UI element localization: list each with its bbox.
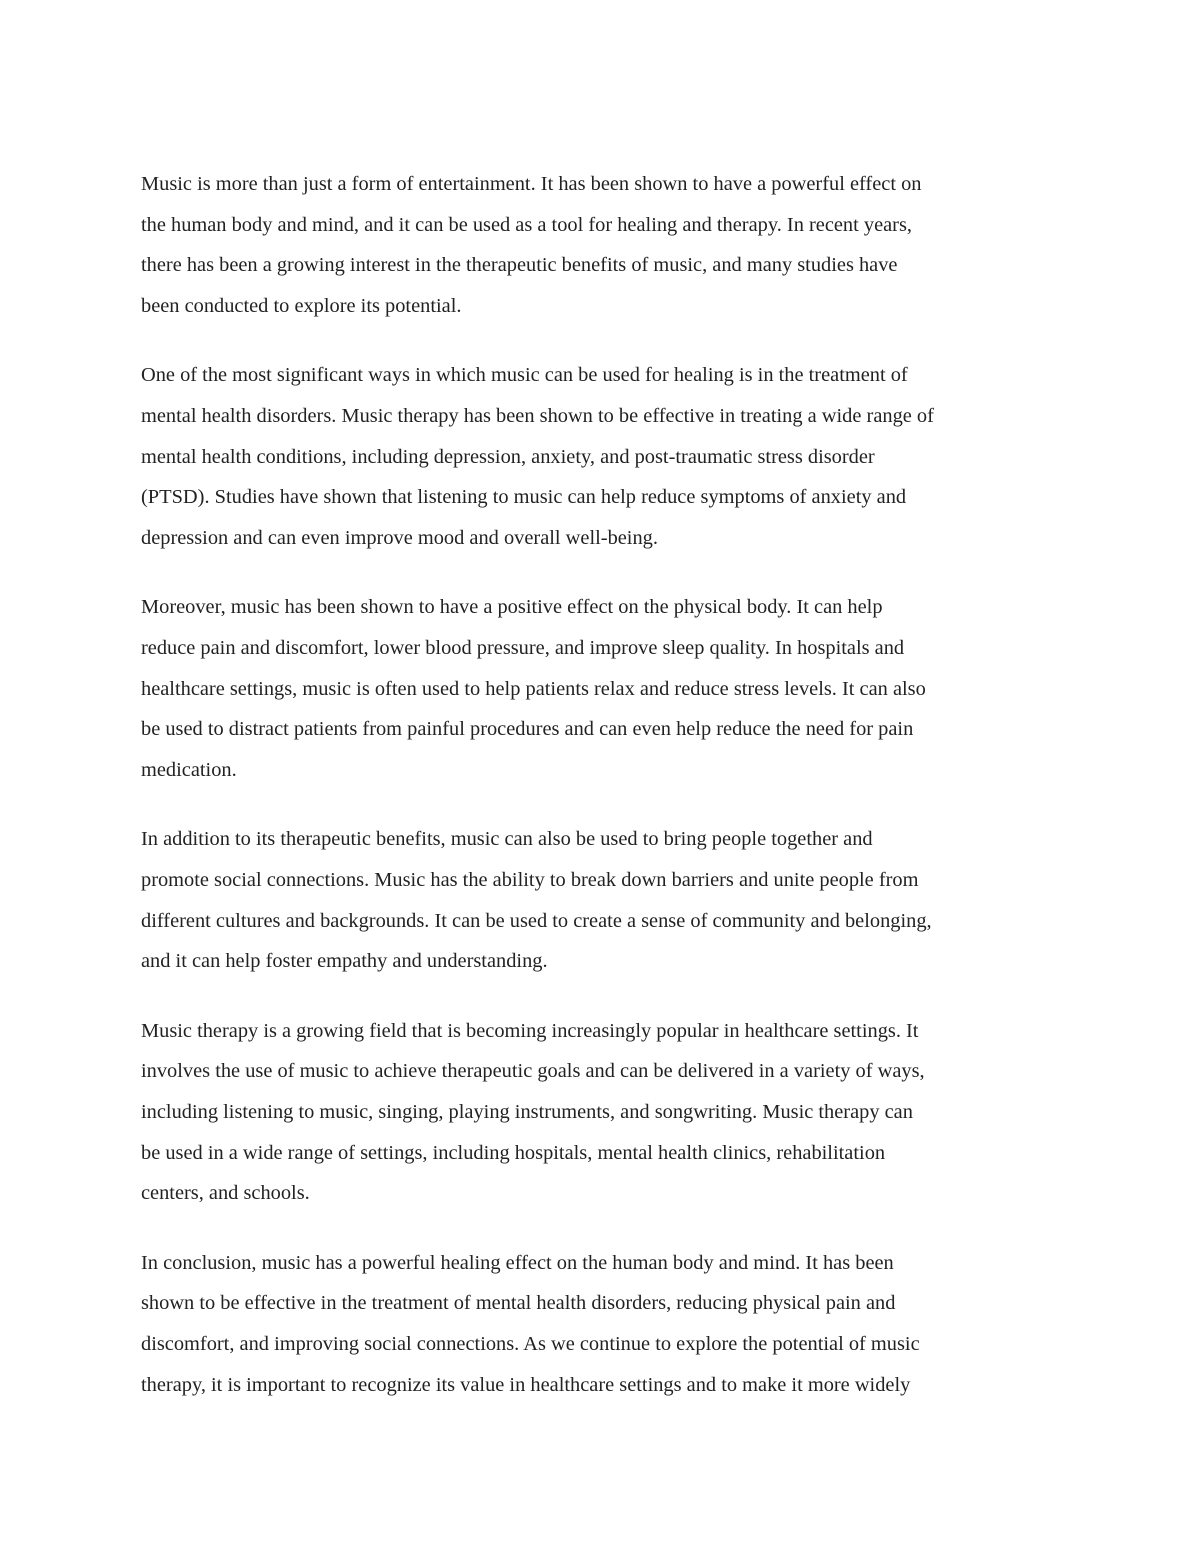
text-line: be used to distract patients from painful procedures and can even help reduce the need for pain — [141, 718, 914, 741]
text-line: centers, and schools. — [141, 1182, 310, 1205]
text-line: therapy, it is important to recognize its value in healthcare settings and to make it more widely — [141, 1373, 911, 1396]
text-line: discomfort, and improving social connections. As we continue to explore the potential of music — [141, 1333, 920, 1356]
text-line: mental health conditions, including depression, anxiety, and post-traumatic stress disorder — [141, 445, 875, 468]
text-line: involves the use of music to achieve therapeutic goals and can be delivered in a variety of ways, — [141, 1060, 925, 1083]
text-line: and it can help foster empathy and understanding. — [141, 950, 548, 973]
text-line: be used in a wide range of settings, including hospitals, mental health clinics, rehabilitation — [141, 1141, 886, 1164]
document-body — [141, 164, 1066, 1434]
text-line: In conclusion, music has a powerful healing effect on the human body and mind. It has been — [141, 1251, 894, 1274]
text-line: different cultures and backgrounds. It can be used to create a sense of community and belonging, — [141, 909, 932, 932]
text-line: there has been a growing interest in the therapeutic benefits of music, and many studies have — [141, 254, 898, 277]
paragraph-2 — [141, 355, 1066, 559]
text-line: Music therapy is a growing field that is becoming increasingly popular in healthcare settings. It — [141, 1019, 919, 1042]
text-line: the human body and mind, and it can be used as a tool for healing and therapy. In recent years, — [141, 213, 913, 236]
text-line: medication. — [141, 759, 237, 782]
paragraph-6 — [141, 1243, 1066, 1406]
text-line: (PTSD). Studies have shown that listening to music can help reduce symptoms of anxiety and — [141, 486, 907, 509]
paragraph-4 — [141, 819, 1066, 982]
text-line: mental health disorders. Music therapy has been shown to be effective in treating a wide range of — [141, 405, 934, 428]
text-line: healthcare settings, music is often used to help patients relax and reduce stress levels. It can also — [141, 677, 926, 700]
paragraph-1 — [141, 164, 1066, 327]
paragraph-3 — [141, 587, 1066, 791]
text-line: promote social connections. Music has the ability to break down barriers and unite people from — [141, 869, 919, 892]
text-line: One of the most significant ways in which music can be used for healing is in the treatment of — [141, 364, 908, 387]
text-line: been conducted to explore its potential. — [141, 295, 462, 318]
paragraph-5 — [141, 1011, 1066, 1215]
text-line: depression and can even improve mood and overall well-being. — [141, 527, 658, 550]
text-line: shown to be effective in the treatment of mental health disorders, reducing physical pain and — [141, 1292, 896, 1315]
text-line: reduce pain and discomfort, lower blood pressure, and improve sleep quality. In hospitals and — [141, 637, 905, 660]
text-line: In addition to its therapeutic benefits, music can also be used to bring people together and — [141, 828, 873, 851]
text-line: including listening to music, singing, playing instruments, and songwriting. Music therapy can — [141, 1101, 913, 1124]
text-line: Moreover, music has been shown to have a positive effect on the physical body. It can help — [141, 596, 883, 619]
text-line: Music is more than just a form of entertainment. It has been shown to have a powerful effect on — [141, 173, 922, 195]
